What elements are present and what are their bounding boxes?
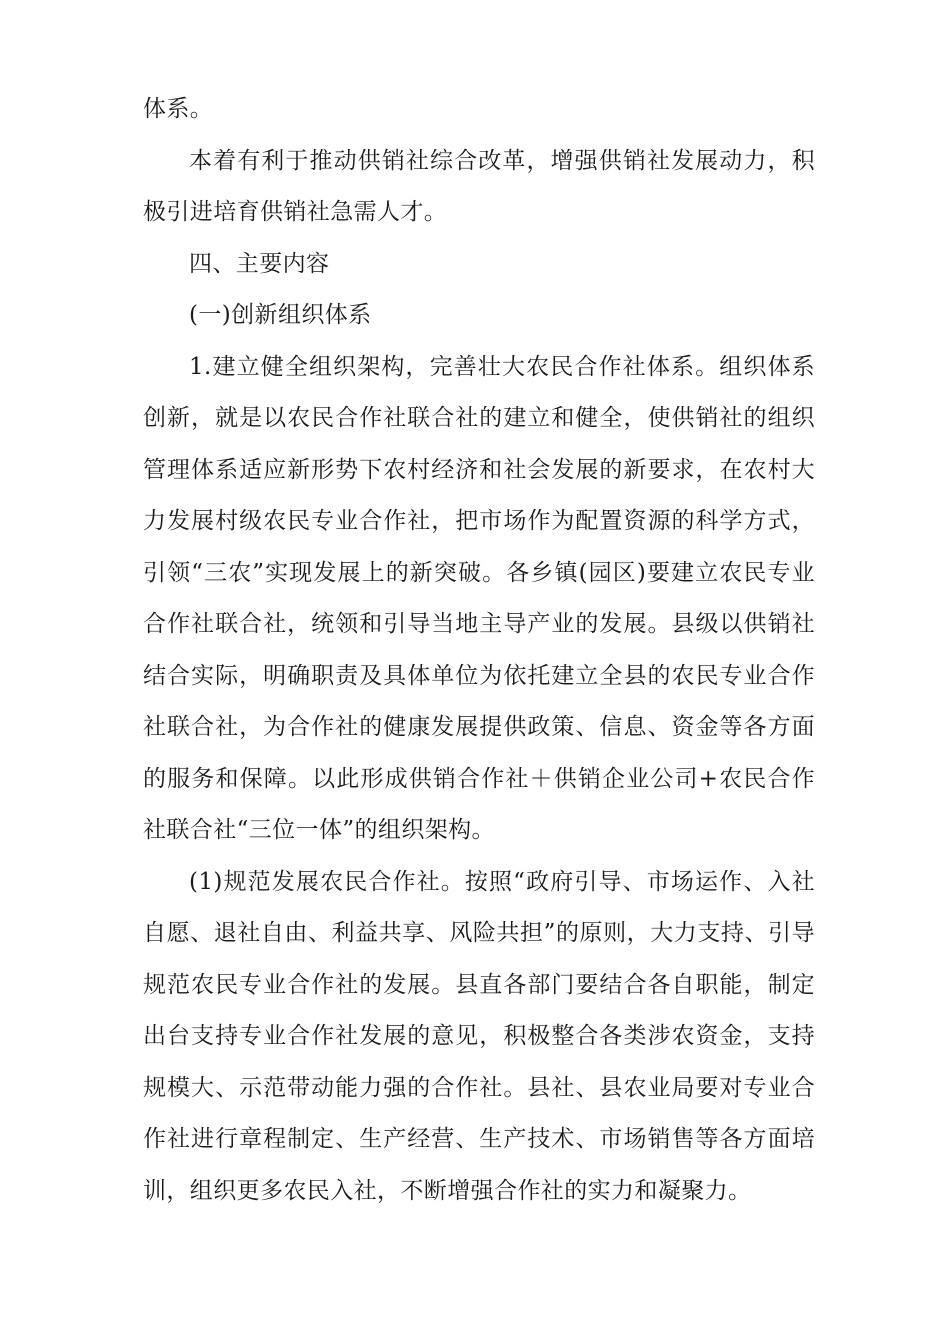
section-heading-main-content: 四、主要内容 [189, 250, 330, 277]
paragraph-organization-structure: 1.建立健全组织架构，完善壮大农民合作社体系。组织体系创新，就是以农民合作社联合社的建立和健全，使供销社的组织管理体系适应新形势下农村经济和社会发展的新要求，在农村大力发展村级农民专业合作社，把市场作为配置资源的科学方式，引领“三农”实现发展上的新突破。各乡镇(园区)要建立农民专业合作社联合社，统领和引导当地主导产业的发展。县级以供销社结合实际，明确职责及具体单位为依托建立全县的农民专业合作社联合社，为合作社的健康发展提供政策、信息、资金等各方面的服务和保障。以此形成供销合作社＋供销企业公司+农民合作社联合社“三位一体”的组织架构。 [143, 353, 815, 843]
subsection-heading-organization: (一)创新组织体系 [189, 302, 372, 328]
paragraph-principle: 本着有利于推动供销社综合改革，增强供销社发展动力，积极引进培育供销社急需人才。 [143, 147, 815, 225]
paragraph-cooperative-standards: (1)规范发展农民合作社。按照“政府引导、市场运作、入社自愿、退社自由、利益共享、风险共担”的原则，大力支持、引导规范农民专业合作社的发展。县直各部门要结合各自职能，制定出台支持专业合作社发展的意见，积极整合各类涉农资金，支持规模大、示范带动能力强的合作社。县社、县农业局要对专业合作社进行章程制定、生产经营、生产技术、市场销售等各方面培训，组织更多农民入社，不断增强合作社的实力和凝聚力。 [143, 868, 815, 1204]
document-body [143, 84, 815, 1217]
paragraph-continuation: 体系。 [143, 96, 214, 122]
